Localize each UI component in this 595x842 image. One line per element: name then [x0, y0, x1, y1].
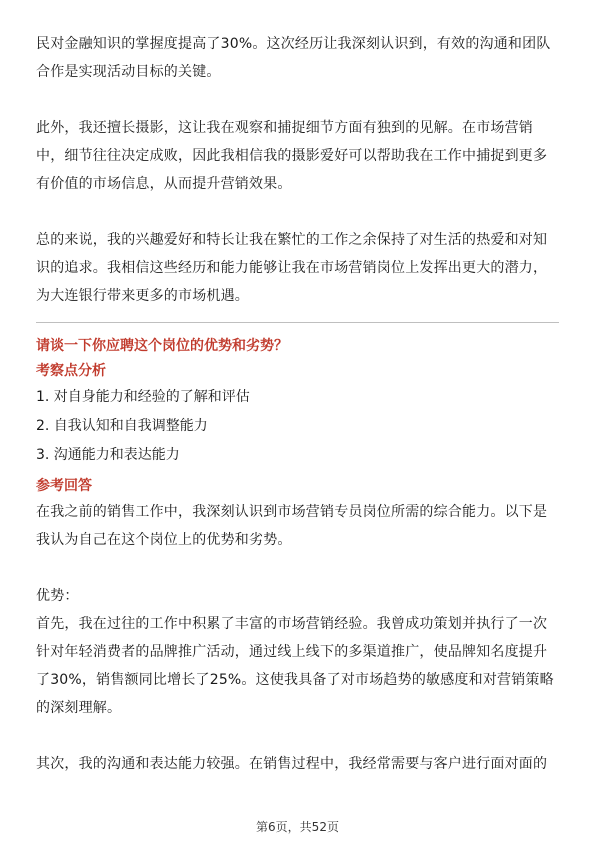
section-divider	[36, 322, 559, 323]
page-content	[36, 30, 559, 778]
answer-heading: 参考回答	[36, 478, 92, 494]
strengths-label: 优势：	[36, 588, 79, 604]
paragraph-summary: 总的来说，我的兴趣爱好和特长让我在繁忙的工作之余保持了对生活的热爱和对知识的追求。我相信这些经历和能力能够让我在市场营销岗位上发挥出更大的潜力，为大连银行带来更多的市场机遇。	[36, 232, 548, 304]
page-number: 第6页，共52页	[256, 820, 339, 834]
strength-paragraph-1: 首先，我在过往的工作中积累了丰富的市场营销经验。我曾成功策划并执行了一次针对年轻消费者的品牌推广活动，通过线上线下的多渠道推广，使品牌知名度提升了30%，销售额同比增长了25%。这使我具备了对市场趋势的敏感度和对营销策略的深刻理解。	[36, 616, 554, 716]
analysis-item: 1. 对自身能力和经验的了解和评估	[36, 389, 250, 405]
strength-paragraph-2: 其次，我的沟通和表达能力较强。在销售过程中，我经常需要与客户进行面对面的	[36, 756, 548, 772]
analysis-item: 2. 自我认知和自我调整能力	[36, 418, 208, 434]
paragraph-photography: 此外，我还擅长摄影，这让我在观察和捕捉细节方面有独到的见解。在市场营销中，细节往往决定成败，因此我相信我的摄影爱好可以帮助我在工作中捕捉到更多有价值的市场信息，从而提升营销效果。	[36, 120, 548, 192]
analysis-item: 3. 沟通能力和表达能力	[36, 447, 180, 463]
analysis-heading: 考察点分析	[36, 363, 106, 379]
answer-intro: 在我之前的销售工作中，我深刻认识到市场营销专员岗位所需的综合能力。以下是我认为自己在这个岗位上的优势和劣势。	[36, 504, 548, 548]
interview-question: 请谈一下你应聘这个岗位的优势和劣势？	[36, 338, 288, 354]
paragraph-team-experience: 民对金融知识的掌握度提高了30%。这次经历让我深刻认识到，有效的沟通和团队合作是实现活动目标的关键。	[36, 36, 551, 80]
